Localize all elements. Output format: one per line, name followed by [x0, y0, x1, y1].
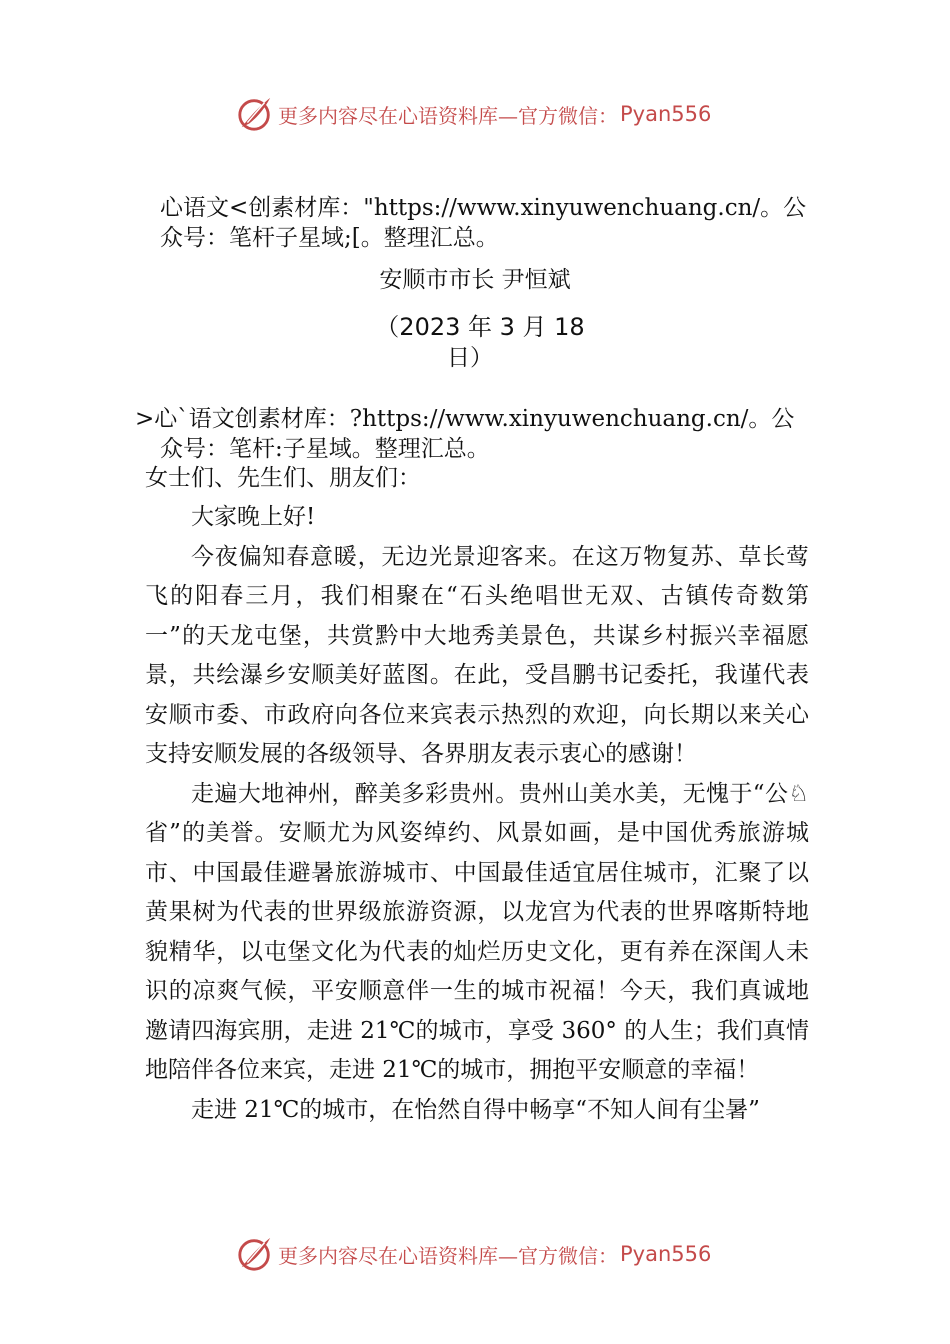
watermark-handle: Pyan556 — [620, 1242, 712, 1266]
source-note-2-line-1: >心`语文创素材库：?https://www.xinyuwenchuang.cn/。公 — [135, 406, 795, 432]
author-line: 安顺市市长 尹恒斌 — [379, 267, 571, 293]
speech-body — [145, 498, 809, 1130]
greeting-paragraph: 大家晚上好! — [191, 504, 316, 530]
quill-logo-icon — [236, 95, 274, 133]
source-note-2-line-2: 众号：笔杆:子星域。整理汇总。 — [160, 436, 490, 462]
source-note-1-line-2: 众号：笔杆子星域;[。整理汇总。 — [160, 225, 499, 251]
watermark-handle: Pyan556 — [620, 102, 712, 126]
watermark-text: 更多内容尽在心语资料库—官方微信： — [278, 103, 618, 128]
quill-logo-icon — [236, 1235, 274, 1273]
date-line-1: （2023 年 3 月 18 — [375, 313, 585, 341]
watermark-text: 更多内容尽在心语资料库—官方微信： — [278, 1243, 618, 1268]
watermark-banner-top — [236, 94, 711, 134]
date-line-2: 日） — [447, 345, 493, 371]
paragraph-21c-city: 走进 21℃的城市，在怡然自得中畅享“不知人间有尘暑” — [191, 1096, 760, 1123]
paragraph-welcome: 今夜偏知春意暖，无边光景迎客来。在这万物复苏、草长莺飞的阳春三月，我们相聚在“石头绝唱世无双、古镇传奇数第一”的天龙屯堡，共赏黔中大地秀美景色，共谋乡村振兴幸福愿景，共绘瀑乡安顺美好蓝图。在此，受昌鹏书记委托，我谨代表安顺市委、市政府向各位来宾表示热烈的欢迎，向长期以来关心支持安顺发展的各级领导、各界朋友表示衷心的感谢！ — [145, 543, 809, 767]
watermark-banner-bottom — [236, 1234, 711, 1274]
paragraph-guizhou: 走遍大地神州，醉美多彩贵州。贵州山美水美，无愧于“公♘省”的美誉。安顺尤为风姿绰约、风景如画，是中国优秀旅游城市、中国最佳避暑旅游城市、中国最佳适宜居住城市，汇聚了以黄果树为代表的世界级旅游资源，以龙宫为代表的世界喀斯特地貌精华，以屯堡文化为代表的灿烂历史文化，更有养在深闺人未识的凉爽气候，平安顺意伴一生的城市祝福！今天，我们真诚地邀请四海宾朋，走进 21℃的城市，享受 360° 的人生；我们真情地陪伴各位来宾，走进 21℃的城市，拥抱平安顺意的幸福！ — [145, 780, 809, 1083]
source-note-1-line-1: 心语文<创素材库："https://www.xinyuwenchuang.cn/。公 — [160, 195, 807, 221]
salutation: 女士们、先生们、朋友们： — [145, 465, 421, 491]
